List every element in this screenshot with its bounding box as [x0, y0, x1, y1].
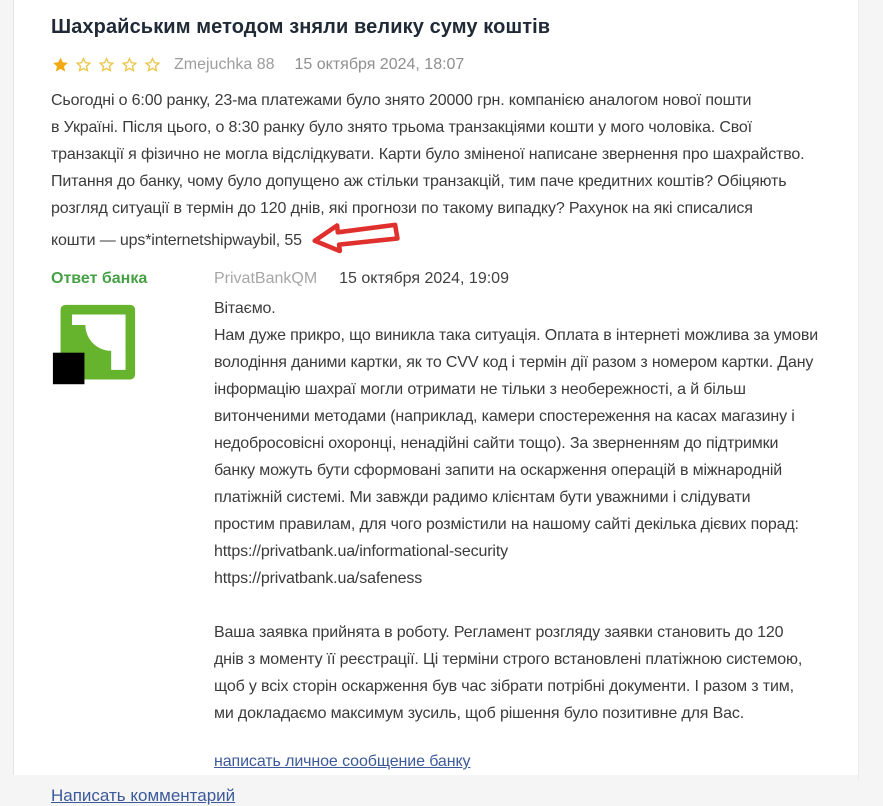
bank-reply-header — [214, 270, 821, 288]
reply-text-line: простим правилам, для чого розмістили на нашому сайті декілька дієвих порад: — [214, 516, 799, 533]
star-filled-icon — [51, 56, 70, 74]
reply-text-line: платіжній системі. Ми завжди радимо клієнтам бути уважними і слідувати — [214, 489, 751, 506]
review-author[interactable]: Zmejuchka 88 — [174, 56, 275, 73]
review-text-line: транзакції я фізично не могла відслідкувати. Карти було зміненої написане звернення про шахрайство. — [51, 146, 805, 163]
review-card — [13, 0, 858, 805]
bank-reply-text — [214, 295, 821, 727]
write-comment-link[interactable]: Написать комментарий — [51, 786, 236, 805]
reply-text-line: днів з моменту її реєстрації. Ці терміни строго встановлені платіжною системою, — [214, 651, 803, 668]
reply-text-line: ми докладаємо максимум зусиль, щоб рішення було позитивне для Вас. — [214, 705, 744, 722]
star-empty-icon — [74, 56, 93, 74]
star-empty-icon — [120, 56, 139, 74]
reply-url-line: https://privatbank.ua/safeness — [214, 570, 423, 587]
review-text-line: Сьогодні о 6:00 ранку, 23-ма платежами було знято 20000 грн. компанією аналогом нової пошти — [51, 92, 752, 109]
review-meta-row — [51, 56, 821, 74]
star-empty-icon — [97, 56, 116, 74]
review-text — [51, 87, 821, 258]
reply-text-line: Вітаємо. — [214, 300, 276, 317]
bank-name[interactable]: PrivatBankQM — [214, 270, 318, 287]
review-text-line: кошти — ups*internetshipwaybil, 55 — [51, 231, 302, 249]
review-date: 15 октября 2024, 18:07 — [294, 56, 465, 73]
reply-url-line: https://privatbank.ua/informational-security — [214, 543, 508, 560]
star-empty-icon — [143, 56, 162, 74]
review-text-line: розгляд ситуації в термін до 120 днів, які прогнози по такому випадку? Рахунок на які списалися — [51, 200, 753, 217]
page-gutter — [858, 0, 883, 781]
review-text-line: Питання до банку, чому було допущено аж стільки транзакцій, тим паче кредитних коштів? Обіцяють — [51, 173, 787, 190]
review-text-line: в Україні. Після цього, о 8:30 ранку було знято трьома транзакціями кошти у мого чоловіка. Свої — [51, 119, 752, 136]
reply-text-line: щоб у всіх сторін оскарження був час зібрати потрібні документи. І разом з тим, — [214, 678, 794, 695]
reply-text-line: недобросовісні охоронці, ненадійні сайти тощо). За зверненням до підтримки — [214, 435, 779, 452]
reply-text-line: витонченими методами (наприклад, камери спостереження на касах магазину і — [214, 408, 795, 425]
bank-reply-date: 15 октября 2024, 19:09 — [339, 270, 509, 287]
message-bank-link[interactable]: написать личное сообщение банку — [214, 753, 471, 770]
page-title: Шахрайським методом зняли велику суму коштів — [51, 16, 551, 38]
rating-stars — [51, 56, 162, 74]
privatbank-logo-icon — [51, 303, 137, 389]
reply-text-line: інформацію шахраї могли отримати не тільки з необережності, а й більш — [214, 381, 746, 398]
reply-text-line: володіння даними картки, як то CVV код і термін дії разом з номером картки. Дану — [214, 354, 814, 371]
bank-reply-label: Ответ банка — [51, 270, 148, 287]
reply-text-line: Нам дуже прикро, що виникла така ситуація. Оплата в інтернеті можлива за умови — [214, 327, 819, 344]
bank-reply-section — [51, 270, 821, 771]
reply-text-line: банку можуть бути сформовані запити на оскарження операцій в міжнародній — [214, 462, 783, 479]
reply-text-line: Ваша заявка прийнята в роботу. Регламент розгляду заявки становить до 120 — [214, 624, 784, 641]
